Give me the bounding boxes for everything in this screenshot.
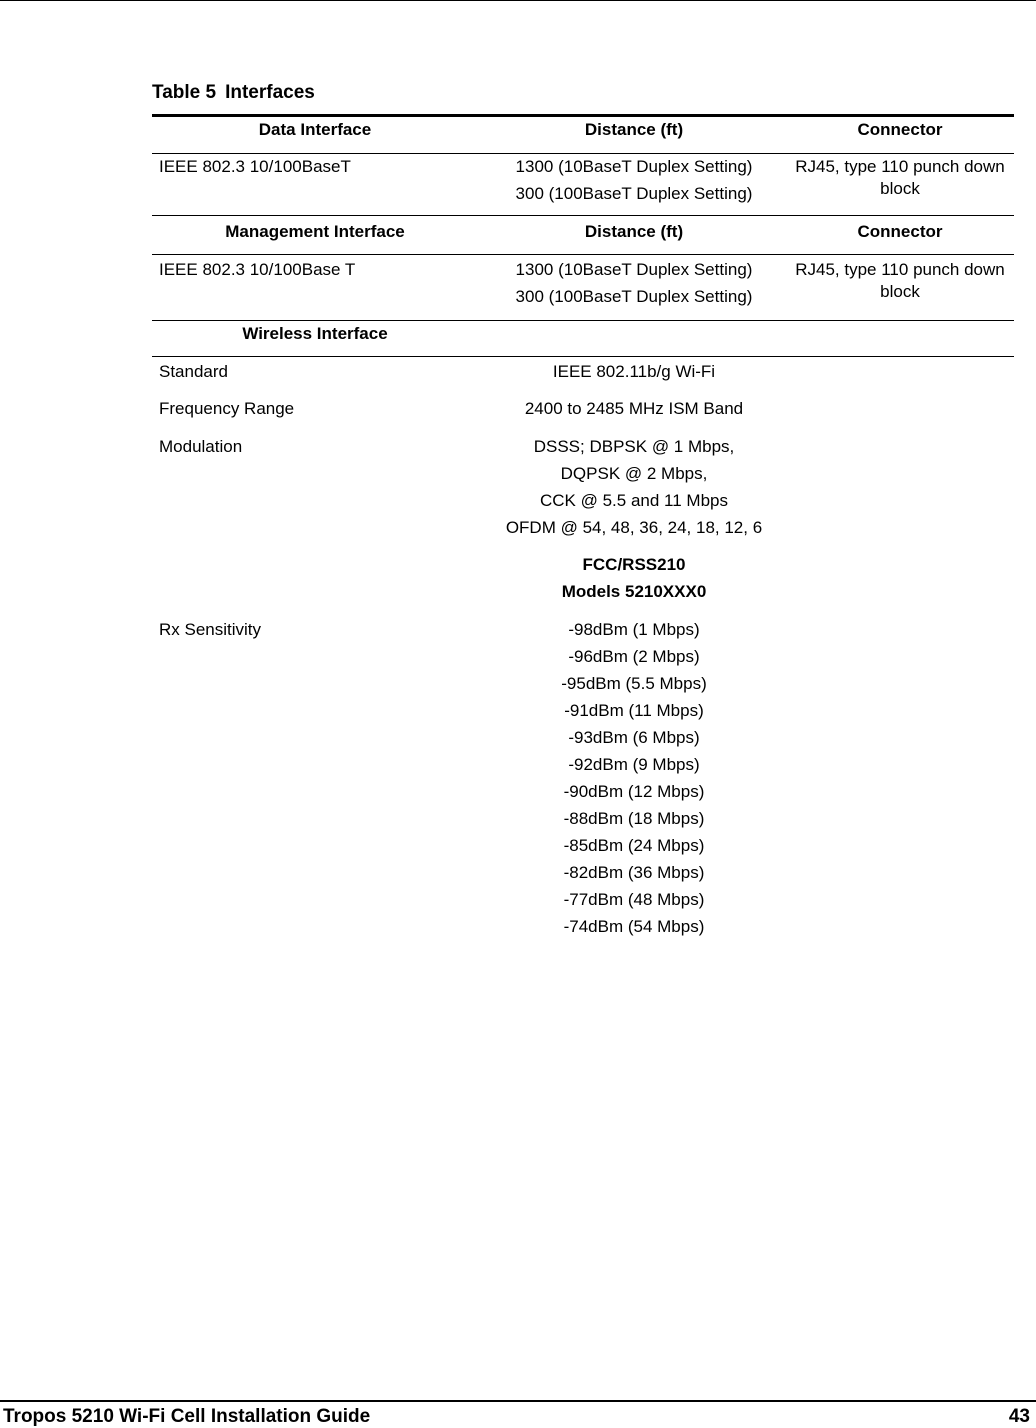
rx-value: -91dBm (11 Mbps): [564, 701, 704, 720]
rx-value: -85dBm (24 Mbps): [563, 836, 705, 855]
modulation-line: DSSS; DBPSK @ 1 Mbps,: [533, 437, 735, 456]
table-caption-title: Interfaces: [225, 82, 315, 103]
modulation-line: OFDM @ 54, 48, 36, 24, 18, 12, 6: [505, 518, 763, 537]
table-caption-label: Table 5: [152, 82, 217, 103]
header-connector: Connector: [857, 120, 943, 139]
rx-value: -93dBm (6 Mbps): [568, 728, 700, 747]
rx-value: -74dBm (54 Mbps): [563, 917, 705, 936]
rx-value: -88dBm (18 Mbps): [563, 809, 705, 828]
footer-title: Tropos 5210 Wi-Fi Cell Installation Guide: [3, 1406, 371, 1427]
row-divider: [152, 254, 1014, 255]
data-connector-value: RJ45, type 110 punch down block: [795, 157, 1005, 198]
standard-value: IEEE 802.11b/g Wi-Fi: [552, 362, 716, 381]
rx-value: -92dBm (9 Mbps): [568, 755, 700, 774]
rx-value: -98dBm (1 Mbps): [568, 620, 700, 639]
management-distance-line-1: 1300 (10BaseT Duplex Setting): [515, 260, 753, 279]
standard-label: Standard: [159, 362, 228, 381]
rx-value: -82dBm (36 Mbps): [563, 863, 705, 882]
table-top-rule: [152, 114, 1014, 117]
table-caption: [152, 82, 315, 104]
frequency-label: Frequency Range: [159, 399, 295, 418]
top-rule: [0, 0, 1036, 1]
header-connector: Connector: [857, 222, 943, 241]
row-divider: [152, 215, 1014, 216]
header-distance: Distance (ft): [584, 222, 684, 241]
rx-value: -90dBm (12 Mbps): [563, 782, 705, 801]
header-management-interface: Management Interface: [225, 222, 405, 241]
rx-sensitivity-label: Rx Sensitivity: [159, 620, 262, 639]
modulation-line: CCK @ 5.5 and 11 Mbps: [540, 491, 728, 510]
header-data-interface: Data Interface: [258, 120, 372, 139]
row-divider: [152, 320, 1014, 321]
modulation-label: Modulation: [159, 437, 243, 456]
management-connector-value: RJ45, type 110 punch down block: [795, 260, 1005, 301]
modulation-line: DQPSK @ 2 Mbps,: [560, 464, 708, 483]
rx-value: -95dBm (5.5 Mbps): [561, 674, 707, 693]
rx-value: -96dBm (2 Mbps): [568, 647, 700, 666]
row-divider: [152, 356, 1014, 357]
management-interface-value: IEEE 802.3 10/100Base T: [159, 260, 356, 279]
frequency-value: 2400 to 2485 MHz ISM Band: [524, 399, 744, 418]
cert-models: Models 5210XXX0: [561, 582, 707, 601]
data-distance-line-2: 300 (100BaseT Duplex Setting): [515, 184, 753, 203]
data-interface-value: IEEE 802.3 10/100BaseT: [159, 157, 351, 176]
page-number: 43: [1008, 1406, 1030, 1427]
footer-rule: [0, 1400, 1036, 1402]
rx-value: -77dBm (48 Mbps): [563, 890, 705, 909]
header-distance: Distance (ft): [584, 120, 684, 139]
cert-heading: FCC/RSS210: [582, 555, 686, 574]
row-divider: [152, 153, 1014, 154]
data-distance-line-1: 1300 (10BaseT Duplex Setting): [515, 157, 753, 176]
header-wireless-interface: Wireless Interface: [242, 324, 388, 343]
management-distance-line-2: 300 (100BaseT Duplex Setting): [515, 287, 753, 306]
